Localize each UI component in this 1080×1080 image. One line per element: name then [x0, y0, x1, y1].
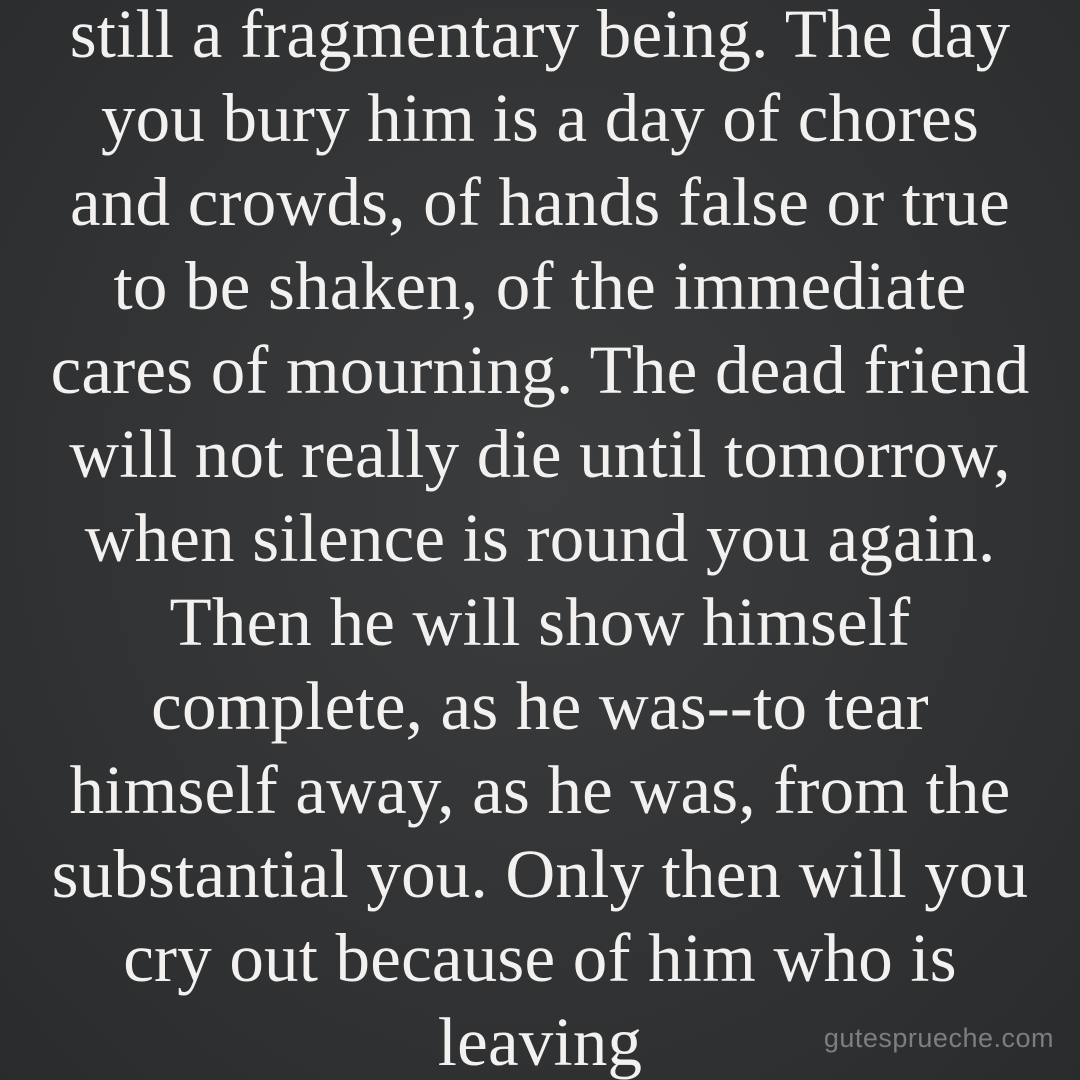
- quote-text: still a fragmentary being. The day you bury him is a day of chores and crowds, of hands false or true to be shaken, of the immediate cares of mourning. The dead friend will not really die until tomorrow, when silence is round you again. Then he will show himself complete, as he was--to tear himself away, as he was, from the substantial you. Only then will you cry out because of him who is leaving: [50, 0, 1030, 1080]
- site-watermark: gutesprueche.com: [823, 1023, 1054, 1053]
